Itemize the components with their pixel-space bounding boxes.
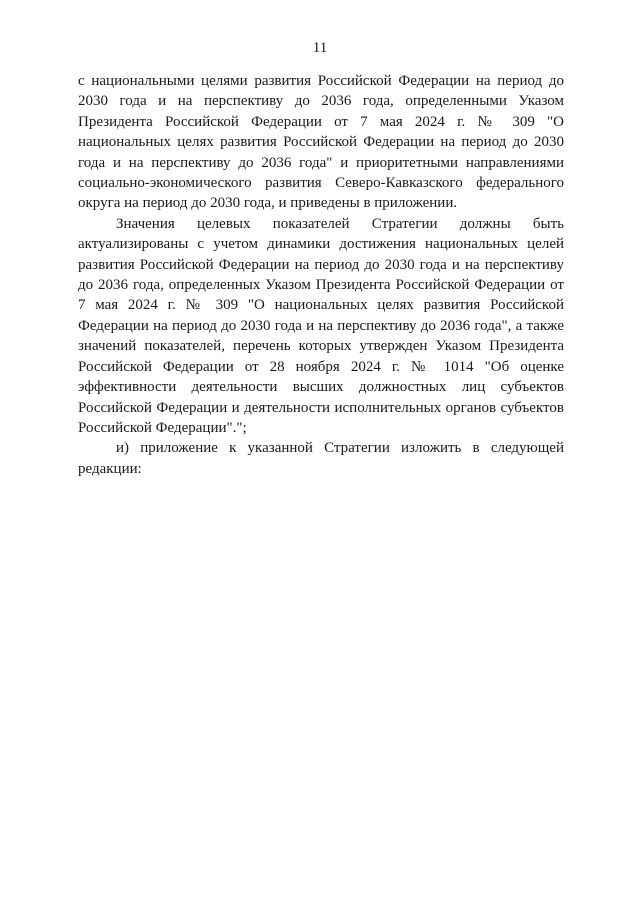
page-number: 11 bbox=[312, 40, 328, 56]
document-body bbox=[78, 71, 564, 479]
paragraph-1: с национальными целями развития Российской Федерации на период до 2030 года и на перспективу до 2036 года, определенными Указом Президента Российской Федерации от 7 мая 2024 г. № 309 "О национальных целях развития Российской Федерации на период до 2030 года и на перспективу до 2036 года" и приоритетными направлениями социально-экономического развития Северо-Кавказского федерального округа на период до 2030 года, и приведены в приложении. bbox=[78, 73, 564, 212]
paragraph-2: Значения целевых показателей Стратегии должны быть актуализированы с учетом динамики достижения национальных целей развития Российской Федерации на период до 2030 года и на перспективу до 2036 года, определенных Указом Президента Российской Федерации от 7 мая 2024 г. № 309 "О национальных целях развития Российской Федерации на период до 2030 года и на перспективу до 2036 года", а также значений показателей, перечень которых утвержден Указом Президента Российской Федерации от 28 ноября 2024 г. № 1014 "Об оценке эффективности деятельности высших должностных лиц субъектов Российской Федерации и деятельности исполнительных органов субъектов Российской Федерации"."; bbox=[78, 215, 564, 436]
paragraph-3: и) приложение к указанной Стратегии изложить в следующей редакции: bbox=[78, 440, 564, 477]
